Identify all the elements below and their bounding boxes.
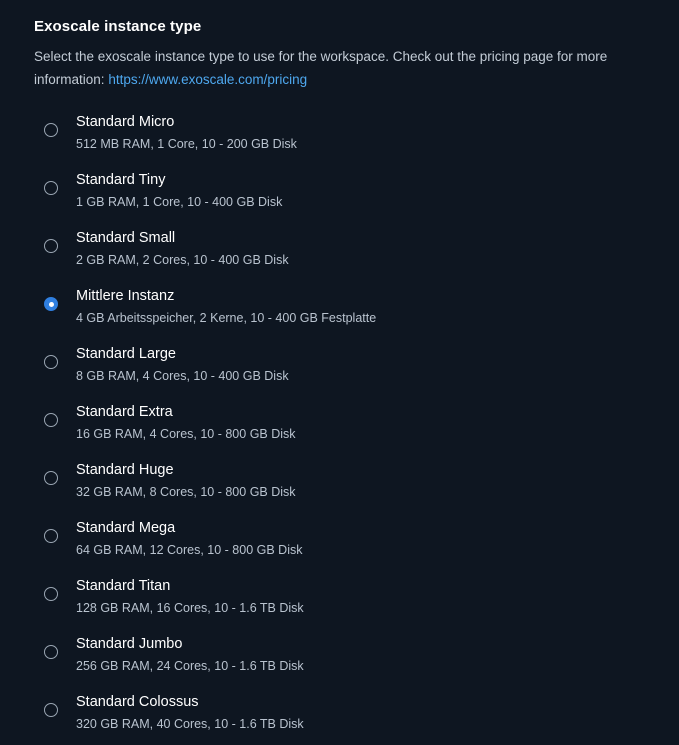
option-texts (76, 171, 282, 210)
radio-button-icon[interactable] (44, 355, 58, 369)
option-specs: 4 GB Arbeitsspeicher, 2 Kerne, 10 - 400 GB Festplatte (76, 311, 377, 325)
option-texts (76, 519, 302, 558)
radio-button-icon[interactable] (44, 239, 58, 253)
option-title: Standard Micro (76, 114, 175, 130)
option-title: Mittlere Instanz (76, 288, 175, 304)
option-specs: 16 GB RAM, 4 Cores, 10 - 800 GB Disk (76, 427, 296, 441)
option-title: Standard Jumbo (76, 636, 183, 652)
option-specs: 1 GB RAM, 1 Core, 10 - 400 GB Disk (76, 195, 283, 209)
radio-button-icon[interactable] (44, 181, 58, 195)
instance-type-option[interactable] (34, 107, 645, 165)
page-description (34, 45, 634, 91)
instance-type-option[interactable] (34, 629, 645, 687)
option-title: Standard Extra (76, 404, 173, 420)
option-specs: 320 GB RAM, 40 Cores, 10 - 1.6 TB Disk (76, 717, 304, 731)
option-specs: 8 GB RAM, 4 Cores, 10 - 400 GB Disk (76, 369, 289, 383)
radio-button-icon[interactable] (44, 413, 58, 427)
option-title: Standard Titan (76, 578, 171, 594)
option-specs: 128 GB RAM, 16 Cores, 10 - 1.6 TB Disk (76, 601, 304, 615)
option-specs: 256 GB RAM, 24 Cores, 10 - 1.6 TB Disk (76, 659, 304, 673)
option-texts (76, 113, 297, 152)
option-title: Standard Mega (76, 520, 176, 536)
instance-type-option[interactable] (34, 223, 645, 281)
option-specs: 512 MB RAM, 1 Core, 10 - 200 GB Disk (76, 137, 297, 151)
instance-type-option[interactable] (34, 339, 645, 397)
radio-button-icon[interactable] (44, 703, 58, 717)
pricing-link[interactable]: https://www.exoscale.com/pricing (108, 72, 308, 87)
instance-type-option[interactable] (34, 397, 645, 455)
option-specs: 32 GB RAM, 8 Cores, 10 - 800 GB Disk (76, 485, 296, 499)
instance-type-option[interactable] (34, 281, 645, 339)
radio-button-icon[interactable] (44, 529, 58, 543)
option-texts (76, 229, 289, 268)
description-text: Select the exoscale instance type to use for the workspace. Check out the pricing page for more information: (34, 49, 608, 87)
option-texts (76, 635, 304, 674)
option-texts (76, 693, 304, 732)
option-specs: 2 GB RAM, 2 Cores, 10 - 400 GB Disk (76, 253, 289, 267)
option-title: Standard Large (76, 346, 176, 362)
option-texts (76, 461, 296, 500)
instance-type-radio-group (34, 107, 645, 745)
instance-type-option[interactable] (34, 455, 645, 513)
option-texts (76, 403, 296, 442)
option-title: Standard Huge (76, 462, 174, 478)
option-texts (76, 287, 376, 326)
radio-button-icon[interactable] (44, 297, 58, 311)
option-texts (76, 345, 289, 384)
option-title: Standard Colossus (76, 694, 199, 710)
option-title: Standard Small (76, 230, 176, 246)
option-texts (76, 577, 304, 616)
radio-button-icon[interactable] (44, 587, 58, 601)
option-specs: 64 GB RAM, 12 Cores, 10 - 800 GB Disk (76, 543, 303, 557)
instance-type-option[interactable] (34, 571, 645, 629)
radio-button-icon[interactable] (44, 645, 58, 659)
option-title: Standard Tiny (76, 172, 166, 188)
radio-button-icon[interactable] (44, 123, 58, 137)
page-title: Exoscale instance type (34, 18, 202, 35)
instance-type-option[interactable] (34, 687, 645, 745)
instance-type-option[interactable] (34, 513, 645, 571)
instance-type-option[interactable] (34, 165, 645, 223)
radio-button-icon[interactable] (44, 471, 58, 485)
